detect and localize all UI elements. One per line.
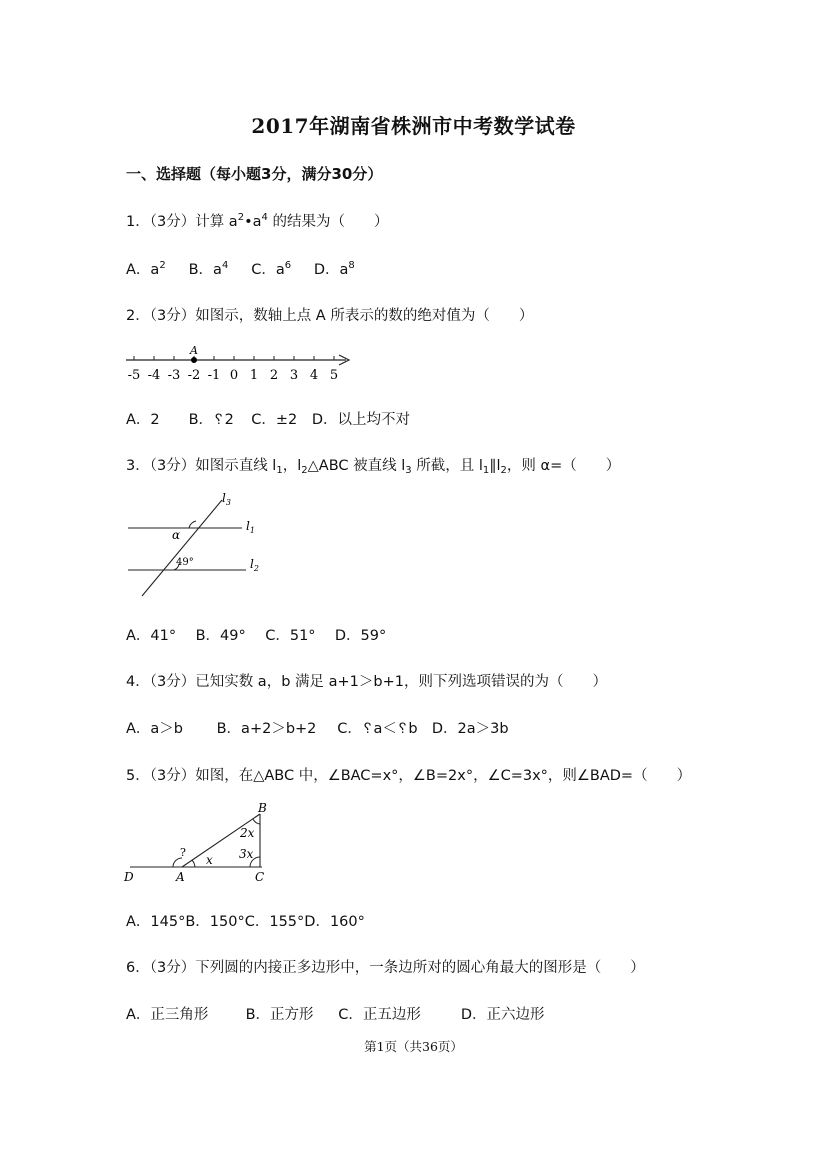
- vertex-c: C: [255, 870, 265, 884]
- alpha-arc: [189, 521, 196, 528]
- tick-label: 1: [249, 368, 259, 383]
- option-c[interactable]: C．␦a＜␦b: [337, 721, 418, 737]
- vertex-b: B: [258, 801, 267, 815]
- section-heading: 一、选择题（每小题3分，满分30分）: [126, 165, 383, 183]
- question-5: 5．（3分）如图，在△ABC 中，∠BAC=x°，∠B=2x°，∠C=3x°，则∠BAD=（ ）: [126, 768, 692, 784]
- line-l3: [142, 500, 222, 596]
- question-6-options: [126, 1003, 545, 1024]
- svg-text:l1: $l_1$: [246, 519, 255, 535]
- parallel-lines-figure: [124, 490, 274, 600]
- tick-label: 0: [229, 368, 239, 383]
- question-3-options: [126, 624, 386, 645]
- number-line-figure: [120, 344, 360, 386]
- option-a[interactable]: A．145°: [126, 914, 186, 930]
- option-d[interactable]: D．正六边形: [460, 1007, 545, 1023]
- question-2-options: [126, 408, 410, 429]
- option-d[interactable]: D．$a^8$: [313, 260, 355, 278]
- option-b[interactable]: B．a+2＞b+2: [216, 721, 317, 737]
- question-1: 1．（3分）计算 $a^2•a^4$ 的结果为（ ）: [126, 212, 389, 230]
- option-b[interactable]: B．正方形: [245, 1007, 314, 1023]
- tick-label: -5: [127, 368, 141, 383]
- vertex-d: D: [124, 870, 134, 884]
- angle-b-label: 2x: [240, 826, 255, 840]
- angle-b-arc: [253, 819, 260, 824]
- page-footer: 第1页（共36页）: [364, 1039, 463, 1054]
- angle-c-label: 3x: [239, 847, 254, 861]
- option-b[interactable]: B．$a^4$: [188, 260, 229, 278]
- svg-text:l3: $l_3$: [222, 491, 231, 507]
- tick-label: -2: [187, 368, 201, 383]
- point-a: [191, 357, 197, 363]
- option-d[interactable]: D．59°: [334, 628, 387, 644]
- tick-label: 4: [309, 368, 319, 383]
- alpha-label: α: [172, 528, 181, 542]
- label-l1: l: [246, 519, 250, 533]
- option-b[interactable]: B．␦2: [188, 412, 234, 428]
- vertex-a: A: [176, 870, 185, 884]
- unknown-angle-label: ?: [180, 846, 186, 859]
- option-c[interactable]: C．155°: [244, 914, 305, 930]
- question-4: 4．（3分）已知实数 a，b 满足 a+1＞b+1，则下列选项错误的为（ ）: [126, 674, 607, 690]
- option-c[interactable]: C．$a^6$: [251, 260, 292, 278]
- option-b[interactable]: B．150°: [185, 914, 245, 930]
- option-c[interactable]: C．正五边形: [338, 1007, 421, 1023]
- option-a[interactable]: A．a＞b: [126, 721, 184, 737]
- angle-bac-arc: [192, 860, 195, 867]
- option-a[interactable]: A．正三角形: [126, 1007, 209, 1023]
- angle-bad-arc: [173, 858, 182, 867]
- tick-label: 2: [269, 368, 279, 383]
- svg-text:l2: $l_2$: [250, 557, 259, 573]
- tick-label: -1: [207, 368, 221, 383]
- tick-label: -3: [167, 368, 181, 383]
- label-l2: l: [250, 557, 254, 571]
- tick-label: -4: [147, 368, 161, 383]
- option-c[interactable]: C．51°: [265, 628, 316, 644]
- triangle-figure: [122, 800, 282, 884]
- page-title: 2017年湖南省株洲市中考数学试卷: [251, 114, 576, 138]
- angle-a-label: x: [206, 853, 213, 867]
- question-1-options: [126, 258, 355, 279]
- question-6: 6．（3分）下列圆的内接正多边形中，一条边所对的圆心角最大的图形是（ ）: [126, 960, 645, 976]
- question-3: 3．（3分）如图示直线 $l_1$，$l_2\triangle ABC$ 被直线 $l_3$ 所截，且 $l_1\parallel l_2$，则 α=（ ）: [126, 458, 621, 476]
- option-a[interactable]: A．41°: [126, 628, 177, 644]
- option-d[interactable]: D．2a＞3b: [431, 721, 509, 737]
- tick-label: 3: [289, 368, 299, 383]
- question-4-options: [126, 717, 509, 738]
- option-c[interactable]: C．±2: [251, 412, 298, 428]
- question-5-options: [126, 910, 365, 931]
- angle-49-label: 49°: [176, 557, 194, 568]
- option-a[interactable]: A．2: [126, 412, 160, 428]
- label-l3: l: [222, 491, 226, 505]
- point-a-label: A: [190, 344, 198, 357]
- option-d[interactable]: D．以上均不对: [311, 412, 410, 428]
- tick-label: 5: [329, 368, 339, 383]
- question-2: 2．（3分）如图示，数轴上点 A 所表示的数的绝对值为（ ）: [126, 308, 534, 324]
- option-b[interactable]: B．49°: [195, 628, 246, 644]
- option-a[interactable]: A．$a^2$: [126, 260, 166, 278]
- option-d[interactable]: D．160°: [304, 914, 365, 930]
